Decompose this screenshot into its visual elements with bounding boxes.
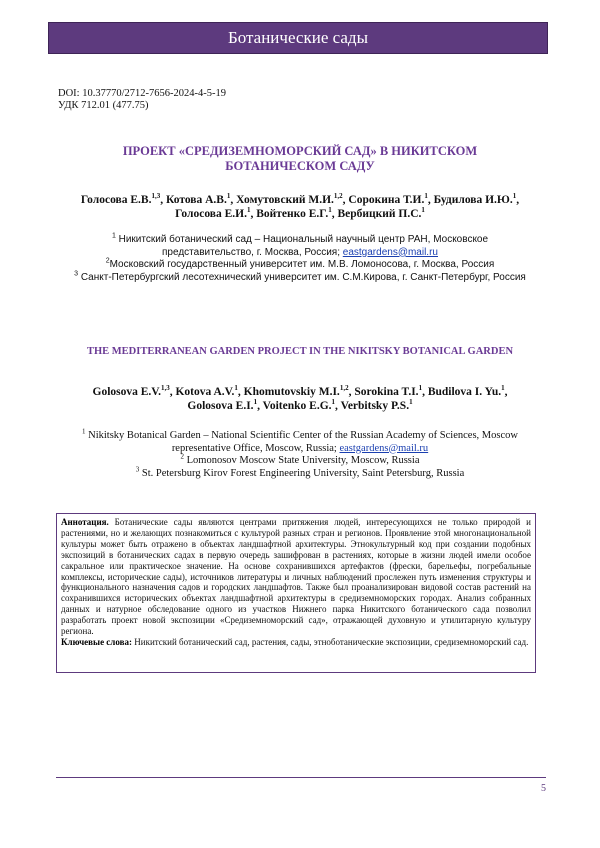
affiliation: $^3$ Санкт-Петербургский лесотехнический университет им. С.М.Кирова, г. Санкт-Петербург, Россия: [74, 270, 526, 283]
author: Golosova E.I.$^1$,: [187, 398, 263, 412]
section-banner: [48, 22, 548, 54]
affiliation: $^1$ Nikitsky Botanical Garden – National Scientific Center of the Russian Academy of Sciences, Moscow representative Office, Moscow, Russia; eastgardens@mail.ru: [82, 427, 518, 454]
article-meta: [58, 88, 226, 112]
affiliations-ru: [70, 234, 530, 284]
title-ru: ПРОЕКТ «СРЕДИЗЕМНОМОРСКИЙ САД» В НИКИТСКОМ БОТАНИЧЕСКОМ САДУ: [122, 144, 478, 173]
title-en: THE MEDITERRANEAN GARDEN PROJECT IN THE NIKITSKY BOTANICAL GARDEN: [86, 346, 514, 357]
email-link[interactable]: eastgardens@mail.ru: [342, 246, 438, 258]
author: Вербицкий П.С.$^1$: [337, 206, 425, 220]
footer-divider: [56, 777, 546, 778]
author: Khomutovskiy M.I.$^{1,2}$,: [243, 384, 355, 398]
keywords: Ключевые слова: Никитский ботанический сад, растения, сады, этноботанические экспозиции, средиземноморский сад.: [61, 636, 529, 647]
affiliation: $^1$ Никитский ботанический сад – Национальный научный центр РАН, Московское представительство, г. Москва, Россия; eastgardens@mail.ru: [111, 232, 489, 258]
keywords-label: Ключевые слова:: [61, 636, 132, 647]
section-title: Ботанические сады: [227, 28, 368, 47]
authors-en: [58, 385, 542, 413]
doi: DOI: 10.37770/2712-7656-2024-4-5-19: [58, 88, 226, 99]
page-number: 5: [541, 783, 546, 794]
abstract-text: Аннотация. Ботанические сады являются центрами притяжения людей, интересующихся не только природой и растениями, но и желающих познакомиться с культурой разных стран и регионов. Проявление этой многонациональной культуры может быть отражено в объектах ландшафтной архитектуры. Этнокультурный код при создании подобных экспозиций в ботанических садах в первую очередь зашифрован в растениях, которые в жизни людей имели особое сакральное или практическое значение. На основе сохранившихся артефактов (фрески, барельефы, погребальные комплексы, исторические сады), источников литературы и личных наблюдений прослежен путь изменения структуры и функционального назначения садов и городских ландшафтов. Также был проанализирован видовой состав растений на сохранившихся исторических объектах ландшафтной архитектуры в средиземноморских городах. Анализ собранных данных и натурное обследование одного из участков Нижнего парка Никитского ботанического сада позволил разработать проект новой экспозиции «Средиземноморский сад», отражающей духовную и утилитарную культуру региона.: [61, 517, 531, 637]
affiliation: $^2$ Lomonosov Moscow State University, Moscow, Russia: [180, 452, 420, 466]
abstract-box: [56, 513, 536, 673]
affiliation: $^2$Московский государственный университет им. М.В. Ломоносова, г. Москва, Россия: [105, 257, 495, 270]
abstract-label: Аннотация.: [61, 517, 109, 527]
author: Сорокина Т.И.$^1$,: [348, 192, 434, 206]
udk: УДК 712.01 (477.75): [58, 100, 149, 111]
author: Будилова И.Ю.$^1$,: [433, 192, 520, 206]
affiliation: $^3$ St. Petersburg Kirov Forest Engineering University, Saint Petersburg, Russia: [135, 465, 465, 479]
author: Golosova E.V.$^{1,3}$,: [92, 384, 176, 398]
authors-ru: [58, 193, 542, 221]
author: Войтенко Е.Г.$^1$,: [256, 206, 338, 220]
author: Котова А.В.$^1$,: [165, 192, 237, 206]
affiliations-en: [70, 427, 530, 480]
author: Sorokina T.I.$^1$,: [354, 384, 428, 398]
author: Verbitsky P.S.$^1$: [340, 398, 413, 412]
author: Budilova I. Yu.$^1$,: [427, 384, 508, 398]
author: Голосова Е.В.$^{1,3}$,: [80, 192, 166, 206]
author: Голосова Е.И.$^1$,: [175, 206, 257, 220]
email-link[interactable]: eastgardens@mail.ru: [339, 442, 429, 454]
author: Хомутовский М.И.$^{1,2}$,: [236, 192, 349, 206]
author: Kotova A.V.$^1$,: [175, 384, 244, 398]
author: Voitenko E.G.$^1$,: [262, 398, 341, 412]
